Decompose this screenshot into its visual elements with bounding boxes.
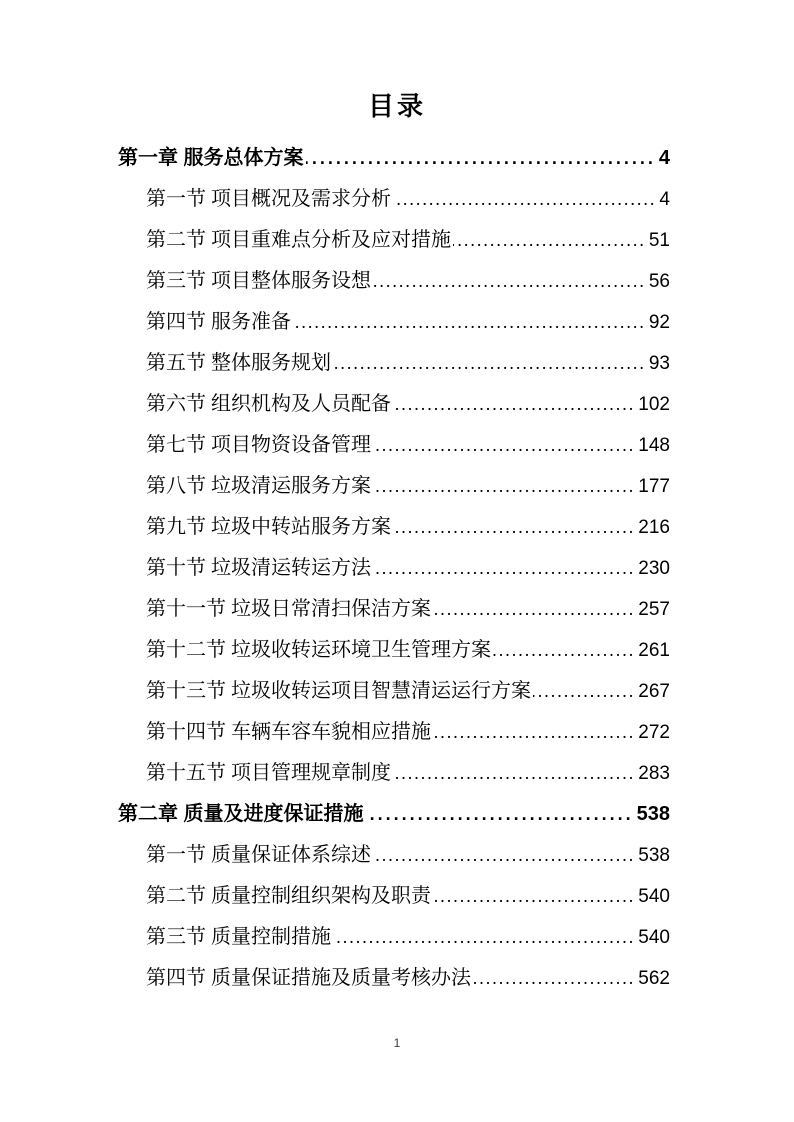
toc-entry-page-number: 538 [638, 845, 670, 866]
toc-leader-dots [333, 343, 646, 384]
toc-entry-page-number: 538 [636, 803, 670, 825]
toc-entry-page-number: 148 [638, 435, 670, 456]
toc-leader-dots [433, 876, 635, 917]
toc-entry-label: 第三节 质量控制措施 [146, 926, 331, 948]
toc-entry-section[interactable] [118, 466, 670, 507]
toc-entry-label: 第六节 组织机构及人员配备 [146, 393, 391, 415]
toc-entry-section[interactable] [118, 261, 670, 302]
toc-entry-page-number: 267 [638, 681, 670, 702]
toc-leader-dots [373, 835, 635, 876]
toc-leader-dots [533, 671, 635, 712]
toc-entry-label: 第十节 垃圾清运转运方法 [146, 557, 371, 579]
toc-entry-page-number: 272 [638, 722, 670, 743]
toc-entry-section[interactable] [118, 712, 670, 753]
toc-entry-section[interactable] [118, 671, 670, 712]
toc-entry-chapter[interactable] [118, 794, 670, 835]
toc-entry-label: 第一章 服务总体方案 [118, 147, 304, 169]
toc-entry-page-number: 540 [638, 927, 670, 948]
toc-entry-page-number: 177 [638, 476, 670, 497]
toc-entry-page-number: 4 [658, 147, 670, 169]
toc-entry-section[interactable] [118, 589, 670, 630]
toc-entry-page-number: 540 [638, 886, 670, 907]
toc-entry-label: 第五节 整体服务规划 [146, 352, 331, 374]
toc-entry-page-number: 51 [648, 230, 670, 251]
toc-leader-dots [393, 507, 635, 548]
toc-entry-label: 第八节 垃圾清运服务方案 [146, 475, 371, 497]
toc-entry-section[interactable] [118, 302, 670, 343]
toc-entry-page-number: 283 [638, 763, 670, 784]
toc-leader-dots [293, 302, 646, 343]
footer-page-number: 1 [393, 1036, 401, 1050]
toc-entry-label: 第一节 项目概况及需求分析 [146, 188, 391, 210]
toc-entry-label: 第二章 质量及进度保证措施 [118, 803, 364, 825]
toc-entry-label: 第四节 服务准备 [146, 311, 291, 333]
toc-leader-dots [333, 917, 635, 958]
toc-entry-label: 第一节 质量保证体系综述 [146, 844, 371, 866]
toc-leader-dots [493, 630, 635, 671]
toc-entry-section[interactable] [118, 630, 670, 671]
toc-entry-section[interactable] [118, 507, 670, 548]
toc-entry-page-number: 56 [648, 271, 670, 292]
toc-entry-label: 第三节 项目整体服务设想 [146, 270, 371, 292]
toc-entry-label: 第十一节 垃圾日常清扫保洁方案 [146, 598, 431, 620]
toc-entry-section[interactable] [118, 179, 670, 220]
toc-leader-dots [393, 179, 656, 220]
toc-leader-dots [373, 425, 635, 466]
toc-leader-dots [366, 794, 634, 835]
toc-leader-dots [373, 548, 635, 589]
toc-entry-chapter[interactable] [118, 138, 670, 179]
toc-leader-dots [393, 384, 635, 425]
toc-entry-page-number: 230 [638, 558, 670, 579]
toc-entry-section[interactable] [118, 876, 670, 917]
toc-entry-section[interactable] [118, 753, 670, 794]
toc-entry-label: 第十五节 项目管理规章制度 [146, 762, 391, 784]
toc-entry-section[interactable] [118, 220, 670, 261]
toc-leader-dots [473, 958, 635, 999]
toc-entry-label: 第十四节 车辆车容车貌相应措施 [146, 721, 431, 743]
toc-entry-label: 第二节 项目重难点分析及应对措施 [146, 229, 451, 251]
toc-entry-label: 第七节 项目物资设备管理 [146, 434, 371, 456]
toc-entry-section[interactable] [118, 343, 670, 384]
toc-leader-dots [393, 753, 635, 794]
toc-leader-dots [373, 261, 646, 302]
toc-leader-dots [433, 712, 635, 753]
toc-leader-dots [453, 220, 646, 261]
toc-entry-label: 第二节 质量控制组织架构及职责 [146, 885, 431, 907]
toc-entry-label: 第四节 质量保证措施及质量考核办法 [146, 967, 471, 989]
toc-title: 目录 [367, 91, 426, 121]
toc-entry-page-number: 257 [638, 599, 670, 620]
toc-entry-page-number: 216 [638, 517, 670, 538]
toc-entry-section[interactable] [118, 917, 670, 958]
toc-entry-label: 第九节 垃圾中转站服务方案 [146, 516, 391, 538]
toc-leader-dots [373, 466, 635, 507]
toc-entry-page-number: 92 [648, 312, 670, 333]
toc-entry-section[interactable] [118, 958, 670, 999]
toc-entry-page-number: 261 [638, 640, 670, 661]
toc-entry-page-number: 102 [638, 394, 670, 415]
toc-entry-section[interactable] [118, 384, 670, 425]
toc-entry-page-number: 4 [659, 189, 670, 210]
toc-entry-page-number: 93 [648, 353, 670, 374]
toc-entry-section[interactable] [118, 835, 670, 876]
toc-entry-section[interactable] [118, 425, 670, 466]
toc-list [0, 138, 794, 999]
toc-entry-page-number: 562 [638, 968, 670, 989]
toc-leader-dots [433, 589, 635, 630]
toc-entry-label: 第十三节 垃圾收转运项目智慧清运运行方案 [146, 680, 531, 702]
toc-entry-label: 第十二节 垃圾收转运环境卫生管理方案 [146, 639, 491, 661]
toc-entry-section[interactable] [118, 548, 670, 589]
toc-leader-dots [306, 138, 656, 179]
